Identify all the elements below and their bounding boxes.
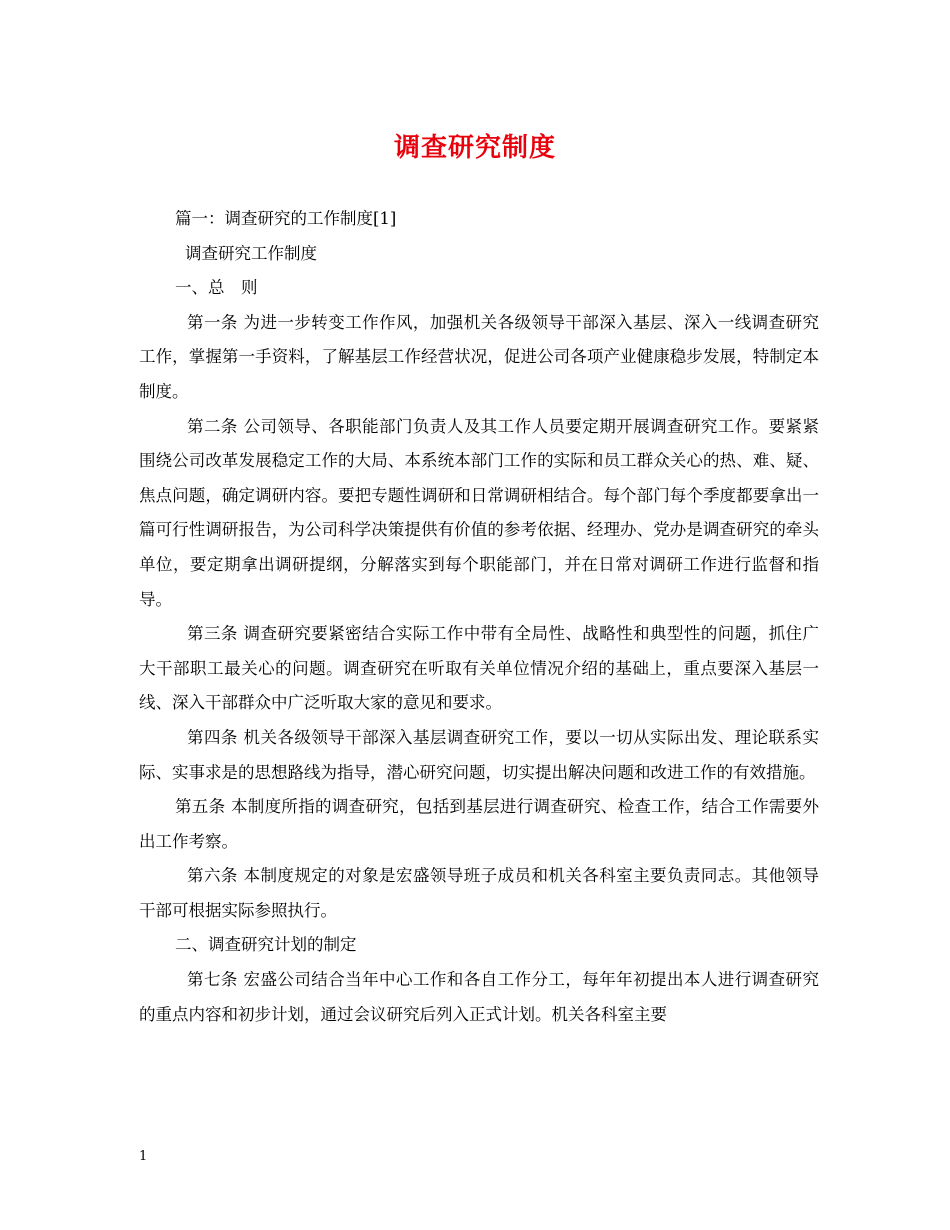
subtitle: 调查研究工作制度: [185, 243, 317, 263]
chapter-heading-plan: 二、调查研究计划的制定: [175, 935, 357, 955]
article-6: 第六条 本制度规定的对象是宏盛领导班子成员和机关各科室主要负责同志。其他领导干部可根据实际参照执行。: [139, 866, 819, 920]
article-3: 第三条 调查研究要紧密结合实际工作中带有全局性、战略性和典型性的问题，抓住广大干部职工最关心的问题。调查研究在听取有关单位情况介绍的基础上，重点要深入基层一线、深入干部群众中广泛听取大家的意见和要求。: [139, 624, 819, 713]
section-heading-1: 篇一：调查研究的工作制度[1]: [175, 209, 397, 228]
article-2: 第二条 公司领导、各职能部门负责人及其工作人员要定期开展调查研究工作。要紧紧围绕公司改革发展稳定工作的大局、本系统本部门工作的实际和员工群众关心的热、难、疑、焦点问题，确定调研内容。要把专题性调研和日常调研相结合。每个部门每个季度都要拿出一篇可行性调研报告，为公司科学决策提供有价值的参考依据、经理办、党办是调查研究的牵头单位，要定期拿出调研提纲，分解落实到每个职能部门，并在日常对调研工作进行监督和指导。: [139, 416, 819, 609]
document-body: [139, 202, 819, 1032]
article-5: 第五条 本制度所指的调查研究，包括到基层进行调查研究、检查工作，结合工作需要外出工作考察。: [139, 797, 819, 851]
article-4: 第四条 机关各级领导干部深入基层调查研究工作，要以一切从实际出发、理论联系实际、实事求是的思想路线为指导，潜心研究问题，切实提出解决问题和改进工作的有效措施。: [139, 727, 819, 782]
article-7: 第七条 宏盛公司结合当年中心工作和各自工作分工，每年年初提出本人进行调查研究的重点内容和初步计划，通过会议研究后列入正式计划。机关各科室主要: [139, 970, 819, 1024]
article-1: 第一条 为进一步转变工作作风，加强机关各级领导干部深入基层、深入一线调查研究工作，掌握第一手资料，了解基层工作经营状况，促进公司各项产业健康稳步发展，特制定本制度。: [139, 312, 819, 401]
document-title: 调查研究制度: [393, 133, 556, 163]
chapter-heading-general: 一、总 则: [175, 278, 258, 298]
page-number: 1: [139, 1149, 148, 1164]
